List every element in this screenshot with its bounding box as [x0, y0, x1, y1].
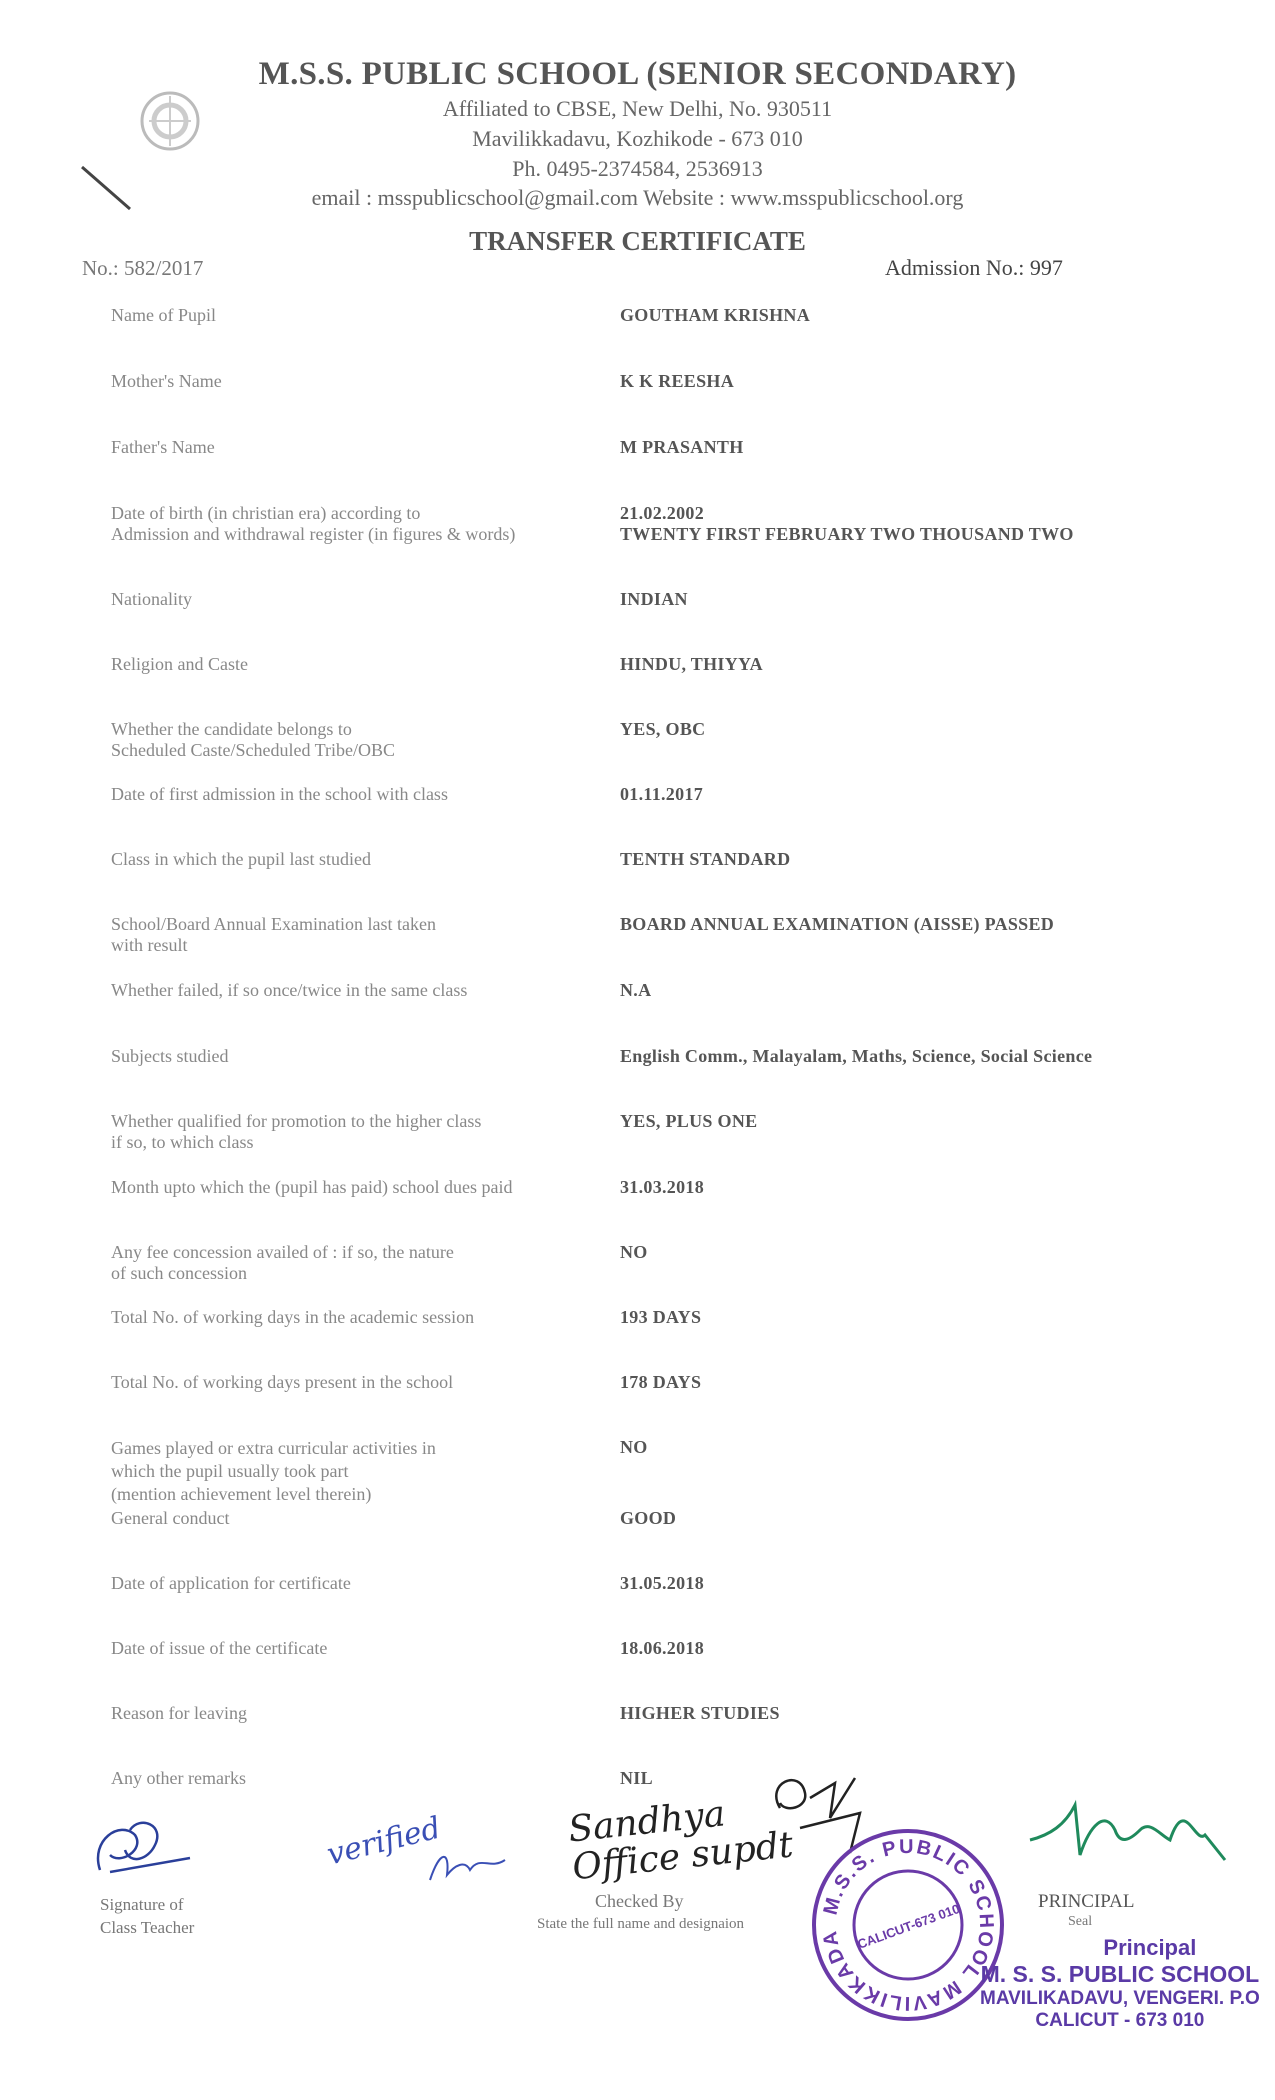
label-days-present: Total No. of working days present in the school [111, 1372, 454, 1392]
value-date-of-birth: 21.02.2002 TWENTY FIRST FEBRUARY TWO THOUSAND TWO [620, 503, 1074, 544]
value-category: YES, OBC [620, 719, 706, 739]
seal-principal-text: Principal [1103, 1935, 1197, 1960]
label-nationality: Nationality [111, 589, 192, 609]
verified-handwriting: verified [325, 1815, 515, 1895]
school-name: M.S.S. PUBLIC SCHOOL (SENIOR SECONDARY) [258, 56, 1017, 92]
stamp-round-text: M.S.S. PUBLIC SCHOOL MAVILIKKADA [819, 1835, 998, 2015]
value-nationality: INDIAN [620, 589, 688, 609]
label-mothers-name: Mother's Name [111, 371, 222, 391]
stamp-center-text: CALICUT-673 010 [855, 1900, 962, 1952]
principal-seal [980, 1935, 1260, 2032]
value-mothers-name: K K REESHA [620, 371, 735, 391]
principal-signature [1020, 1785, 1230, 1890]
value-failed: N.A [620, 980, 652, 1000]
value-activities: NO [620, 1437, 648, 1457]
value-reason-leaving: HIGHER STUDIES [620, 1703, 780, 1723]
value-first-admission: 01.11.2017 [620, 784, 704, 804]
teacher-signature [80, 1810, 210, 1895]
certificate-title: TRANSFER CERTIFICATE [469, 226, 806, 256]
label-fee-concession: Any fee concession availed of : if so, the nature of such concession [111, 1242, 454, 1283]
label-working-days: Total No. of working days in the academic session [111, 1307, 475, 1327]
label-last-exam: School/Board Annual Examination last taken with result [111, 914, 436, 955]
label-issue-date: Date of issue of the certificate [111, 1638, 328, 1658]
label-remarks: Any other remarks [111, 1768, 246, 1788]
label-date-of-birth: Date of birth (in christian era) according to Admission and withdrawal register (in figures & words) [111, 503, 516, 544]
value-name-of-pupil: GOUTHAM KRISHNA [620, 305, 811, 325]
value-working-days: 193 DAYS [620, 1307, 702, 1327]
school-round-stamp [808, 1825, 1008, 2030]
label-name-of-pupil: Name of Pupil [111, 305, 216, 325]
label-category: Whether the candidate belongs to Scheduled Caste/Scheduled Tribe/OBC [111, 719, 395, 760]
checked-by-note: State the full name and designaion [537, 1916, 745, 1932]
value-application-date: 31.05.2018 [620, 1573, 704, 1593]
seal-city-text: CALICUT - 673 010 [1035, 2010, 1205, 2031]
label-reason-leaving: Reason for leaving [111, 1703, 247, 1723]
value-last-class: TENTH STANDARD [620, 849, 791, 869]
label-activities: Games played or extra curricular activities in which the pupil usually took part (mention achievement level therein) [111, 1438, 436, 1504]
value-fee-concession: NO [620, 1242, 648, 1262]
value-issue-date: 18.06.2018 [620, 1638, 704, 1658]
value-fathers-name: M PRASANTH [620, 437, 744, 457]
contact-line: email : msspublicschool@gmail.com Website : www.msspublicschool.org [311, 185, 964, 210]
label-promotion: Whether qualified for promotion to the higher class if so, to which class [111, 1111, 482, 1152]
class-teacher-label: Signature of Class Teacher [100, 1895, 195, 1937]
value-religion-caste: HINDU, THIYYA [620, 654, 763, 674]
seal-address-text: MAVILIKADAVU, VENGERI. P.O [980, 1988, 1260, 2009]
office-superintendent-signature: Sandhya Office supdt [566, 1793, 796, 1889]
admission-number: Admission No.: 997 [885, 255, 1063, 280]
seal-label: Seal [1068, 1914, 1093, 1929]
label-dues-paid: Month upto which the (pupil has paid) school dues paid [111, 1177, 513, 1197]
label-fathers-name: Father's Name [111, 437, 215, 457]
value-dues-paid: 31.03.2018 [620, 1177, 704, 1197]
certificate-number: No.: 582/2017 [82, 256, 204, 280]
value-conduct: GOOD [620, 1508, 677, 1528]
label-subjects: Subjects studied [111, 1046, 229, 1066]
affiliation-line: Affiliated to CBSE, New Delhi, No. 930511 [442, 96, 833, 121]
principal-label: PRINCIPAL [1038, 1891, 1135, 1912]
label-last-class: Class in which the pupil last studied [111, 849, 371, 869]
seal-school-text: M. S. S. PUBLIC SCHOOL [980, 1961, 1260, 1987]
label-first-admission: Date of first admission in the school with class [111, 784, 448, 804]
label-failed: Whether failed, if so once/twice in the same class [111, 980, 468, 1000]
value-days-present: 178 DAYS [620, 1372, 702, 1392]
address-line: Mavilikkadavu, Kozhikode - 673 010 [472, 126, 803, 151]
value-subjects: English Comm., Malayalam, Maths, Science, Social Science [620, 1046, 1093, 1066]
checked-by-label: Checked By [595, 1891, 684, 1911]
phone-line: Ph. 0495-2374584, 2536913 [512, 156, 763, 181]
label-conduct: General conduct [111, 1508, 230, 1528]
value-remarks: NIL [620, 1768, 653, 1788]
value-last-exam: BOARD ANNUAL EXAMINATION (AISSE) PASSED [620, 914, 1055, 934]
value-promotion: YES, PLUS ONE [620, 1111, 758, 1131]
label-application-date: Date of application for certificate [111, 1573, 351, 1593]
label-religion-caste: Religion and Caste [111, 654, 248, 674]
